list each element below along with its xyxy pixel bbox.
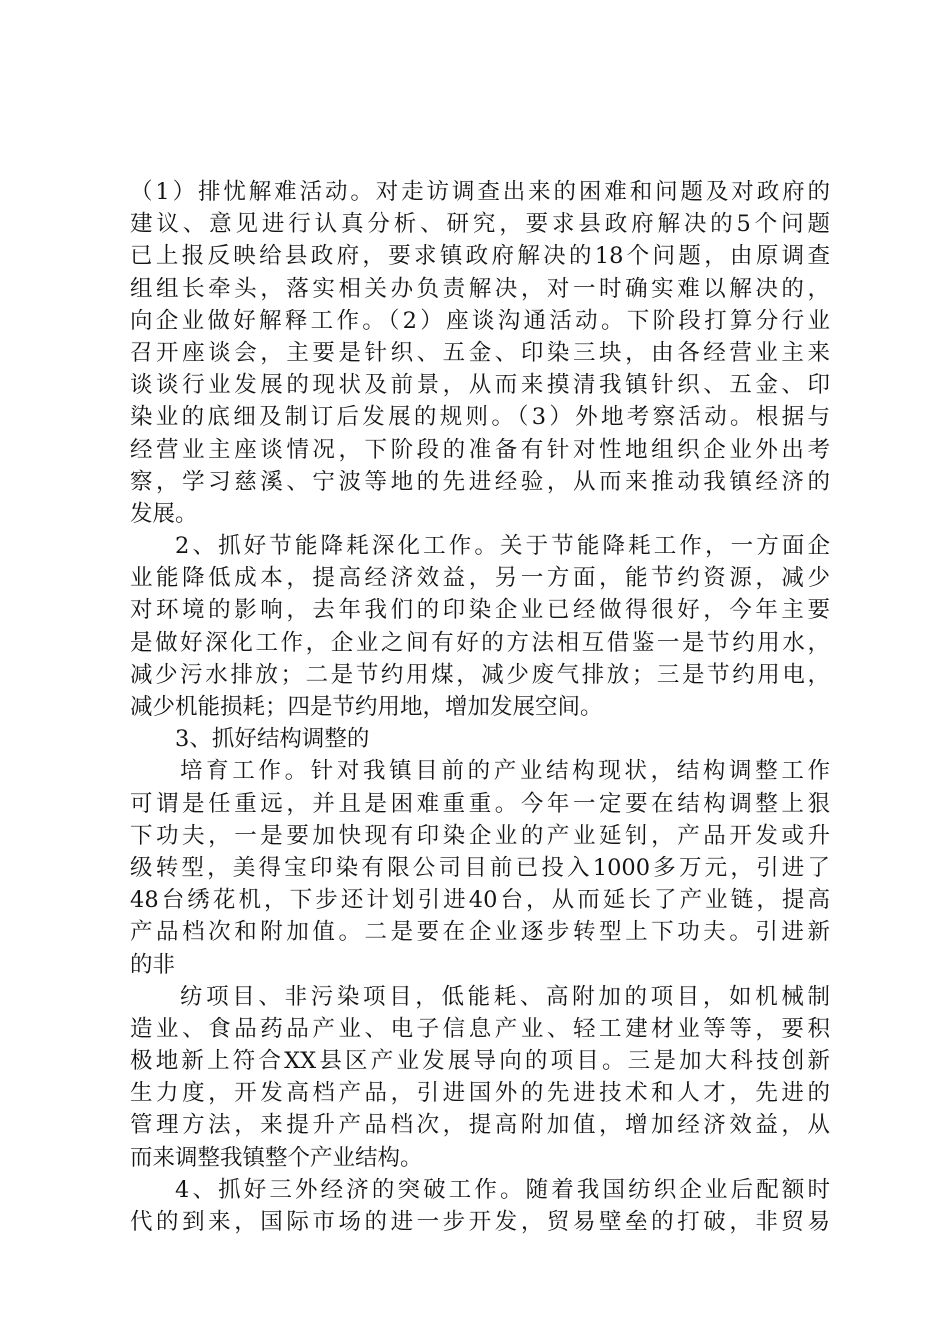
text-line: 3、抓好结构调整的 (175, 726, 370, 753)
text-line: 产品档次和附加值。二是要在企业逐步转型上下功夫。引进新 (130, 919, 830, 946)
text-line: 业能降低成本，提高经济效益，另一方面，能节约资源，减少 (130, 565, 830, 592)
text-line: 造业、食品药品产业、电子信息产业、轻工建材业等等，要积 (130, 1015, 830, 1042)
text-line: 已上报反映给县政府，要求镇政府解决的18个问题，由原调查 (130, 243, 830, 270)
text-line: 4、抓好三外经济的突破工作。随着我国纺织企业后配额时 (175, 1176, 830, 1203)
text-line: 培育工作。针对我镇目前的产业结构现状，结构调整工作 (180, 758, 830, 785)
text-line: 2、抓好节能降耗深化工作。关于节能降耗工作，一方面企 (175, 533, 830, 560)
text-line: 而来调整我镇整个产业结构。 (130, 1144, 423, 1171)
text-line: 是做好深化工作，企业之间有好的方法相互借鉴一是节约用水， (130, 629, 830, 656)
text-line: 对环境的影响，去年我们的印染企业已经做得很好，今年主要 (130, 597, 830, 624)
text-line: 生力度，开发高档产品，引进国外的先进技术和人才，先进的 (130, 1080, 830, 1107)
text-line: 察，学习慈溪、宁波等地的先进经验，从而来推动我镇经济的 (130, 468, 830, 495)
document-body (130, 176, 830, 1238)
text-line: 谈谈行业发展的现状及前景，从而来摸清我镇针织、五金、印 (130, 372, 830, 399)
text-line: 极地新上符合XX县区产业发展导向的项目。三是加大科技创新 (130, 1048, 830, 1075)
text-line: 的非 (130, 951, 176, 978)
text-line: 纺项目、非污染项目，低能耗、高附加的项目，如机械制 (180, 983, 830, 1010)
text-line: 建议、意见进行认真分析、研究，要求县政府解决的5个问题 (130, 211, 830, 238)
text-line: 染业的底细及制订后发展的规则。（3）外地考察活动。根据与 (130, 404, 830, 431)
text-line: 管理方法，来提升产品档次，提高附加值，增加经济效益，从 (130, 1112, 830, 1139)
text-line: 组组长牵头，落实相关办负责解决，对一时确实难以解决的， (130, 275, 830, 302)
text-line: 可谓是任重远，并且是困难重重。今年一定要在结构调整上狠 (130, 790, 830, 817)
text-line: 向企业做好解释工作。（2）座谈沟通活动。下阶段打算分行业 (130, 307, 830, 334)
text-line: 级转型，美得宝印染有限公司目前已投入1000多万元，引进了 (130, 854, 830, 881)
text-line: 减少污水排放；二是节约用煤，减少废气排放；三是节约用电， (130, 661, 830, 688)
text-line: 经营业主座谈情况，下阶段的准备有针对性地组织企业外出考 (130, 436, 830, 463)
text-line: 减少机能损耗；四是节约用地，增加发展空间。 (130, 694, 603, 720)
text-line: 召开座谈会，主要是针织、五金、印染三块，由各经营业主来 (130, 339, 830, 366)
text-line: 发展。 (130, 500, 198, 527)
text-line: 下功夫，一是要加快现有印染企业的产业延钊，产品开发或升 (130, 822, 830, 849)
text-line: （1）排忧解难活动。对走访调查出来的困难和问题及对政府的 (130, 179, 830, 205)
text-line: 48台绣花机，下步还计划引进40台，从而延长了产业链，提高 (130, 887, 830, 914)
text-line: 代的到来，国际市场的进一步开发，贸易壁垒的打破，非贸易 (130, 1209, 830, 1235)
